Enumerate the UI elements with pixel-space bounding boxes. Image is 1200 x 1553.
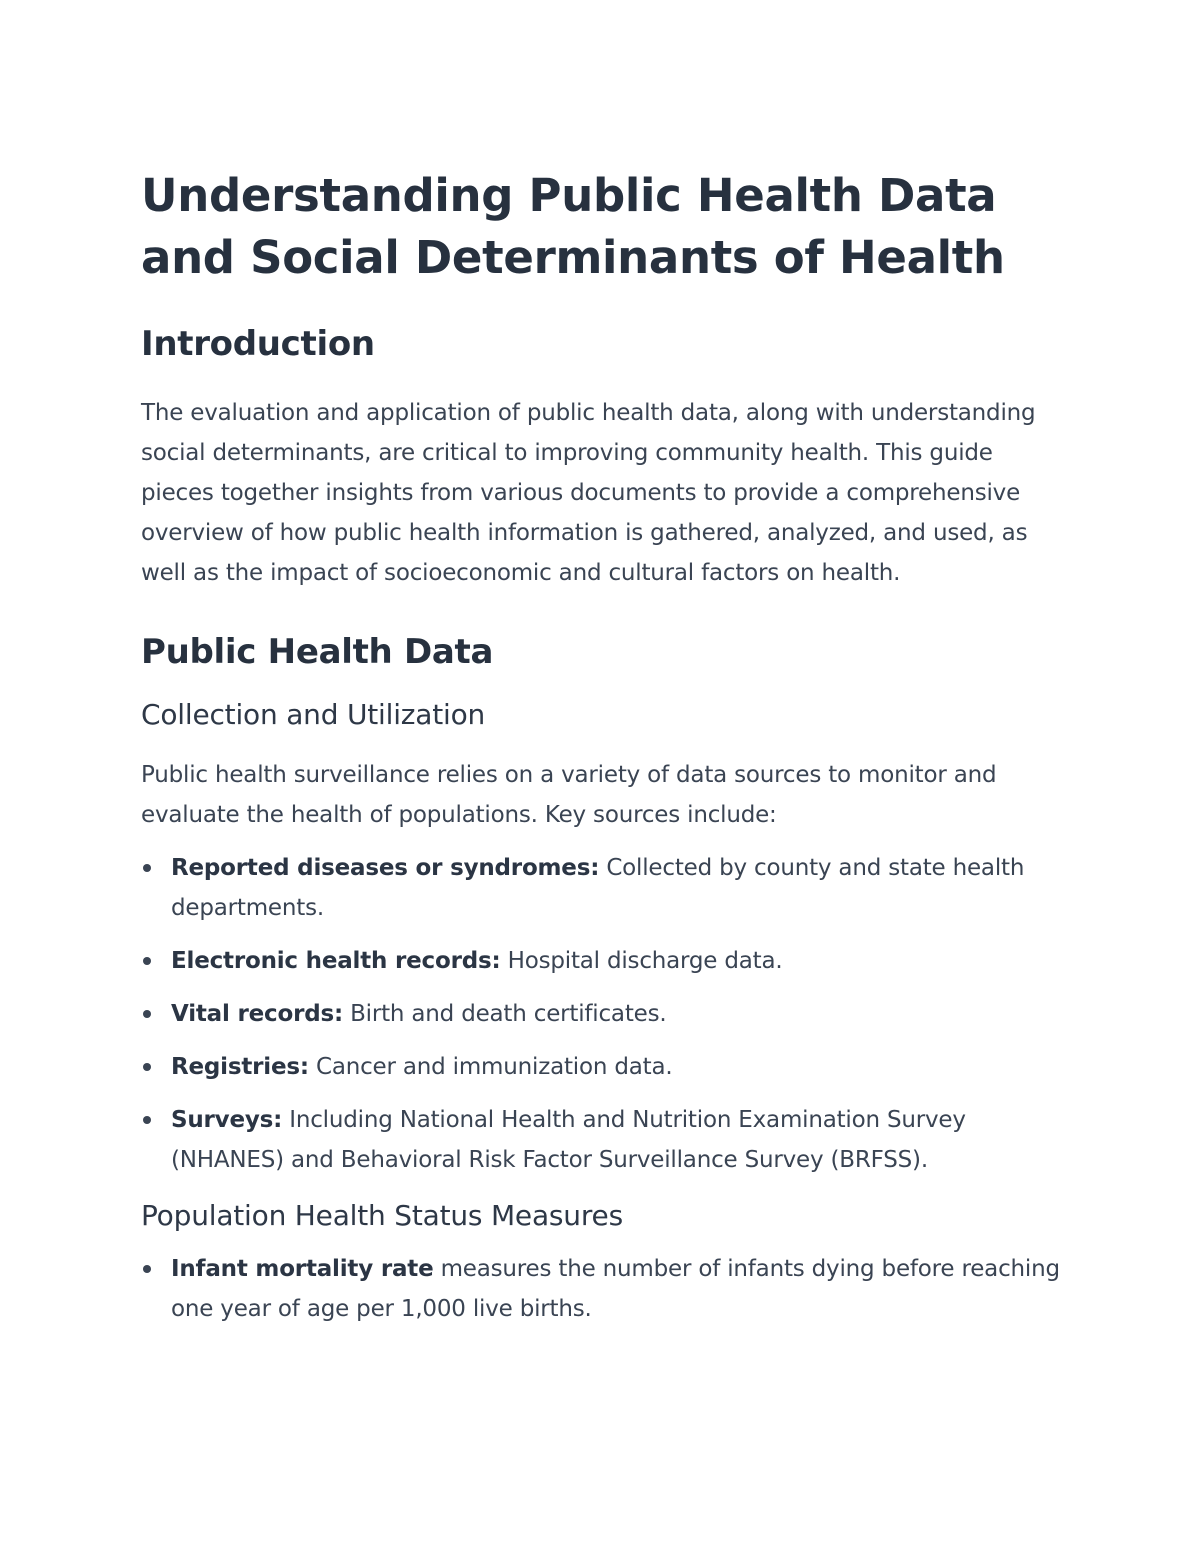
list-item [141,1100,1061,1180]
list-item [141,994,1061,1034]
bullet-icon [143,1010,151,1018]
list-item [141,1249,1061,1329]
introduction-paragraph: The evaluation and application of public health data, along with understanding social determinants, are critical to improving community health. This guide pieces together insights from various documents to provide a comprehensive overview of how public health information is gathered, analyzed, and used, as well as the impact of socioeconomic and cultural factors on health. [141,400,1036,586]
list-item-text: Cancer and immunization data. [308,1054,673,1080]
bullet-icon [143,1265,151,1273]
list-item [141,941,1061,981]
list-item-text: Collected by county and state health departments. [171,855,1025,921]
document-title: Understanding Public Health Data and Social Determinants of Health [141,169,1005,284]
list-item-text: Birth and death certificates. [342,1001,667,1027]
list-item-term: Reported diseases or syndromes: [171,855,600,881]
list-item-term: Infant mortality rate [171,1256,434,1282]
bullet-icon [143,1063,151,1071]
list-item-term: Vital records: [171,1001,343,1027]
data-sources-list [141,848,1061,1180]
list-item-term: Electronic health records: [171,948,501,974]
document-page [141,165,1061,1329]
list-item-text: measures the number of infants dying before reaching one year of age per 1,000 live births. [171,1256,1060,1322]
list-item-text: Including National Health and Nutrition Examination Survey (NHANES) and Behavioral Risk Factor Surveillance Survey (BRFSS). [171,1107,966,1173]
introduction-heading: Introduction [141,324,375,364]
bullet-icon [143,1116,151,1124]
list-item-term: Surveys: [171,1107,283,1133]
collection-utilization-heading: Collection and Utilization [141,698,486,731]
list-item-text: Hospital discharge data. [500,948,783,974]
list-item-term: Registries: [171,1054,309,1080]
public-health-data-heading: Public Health Data [141,632,494,672]
population-health-measures-heading: Population Health Status Measures [141,1199,623,1232]
population-measures-list [141,1249,1061,1329]
collection-paragraph: Public health surveillance relies on a variety of data sources to monitor and evaluate the health of populations. Key sources include: [141,762,997,828]
list-item [141,848,1061,928]
list-item [141,1047,1061,1087]
bullet-icon [143,864,151,872]
bullet-icon [143,957,151,965]
